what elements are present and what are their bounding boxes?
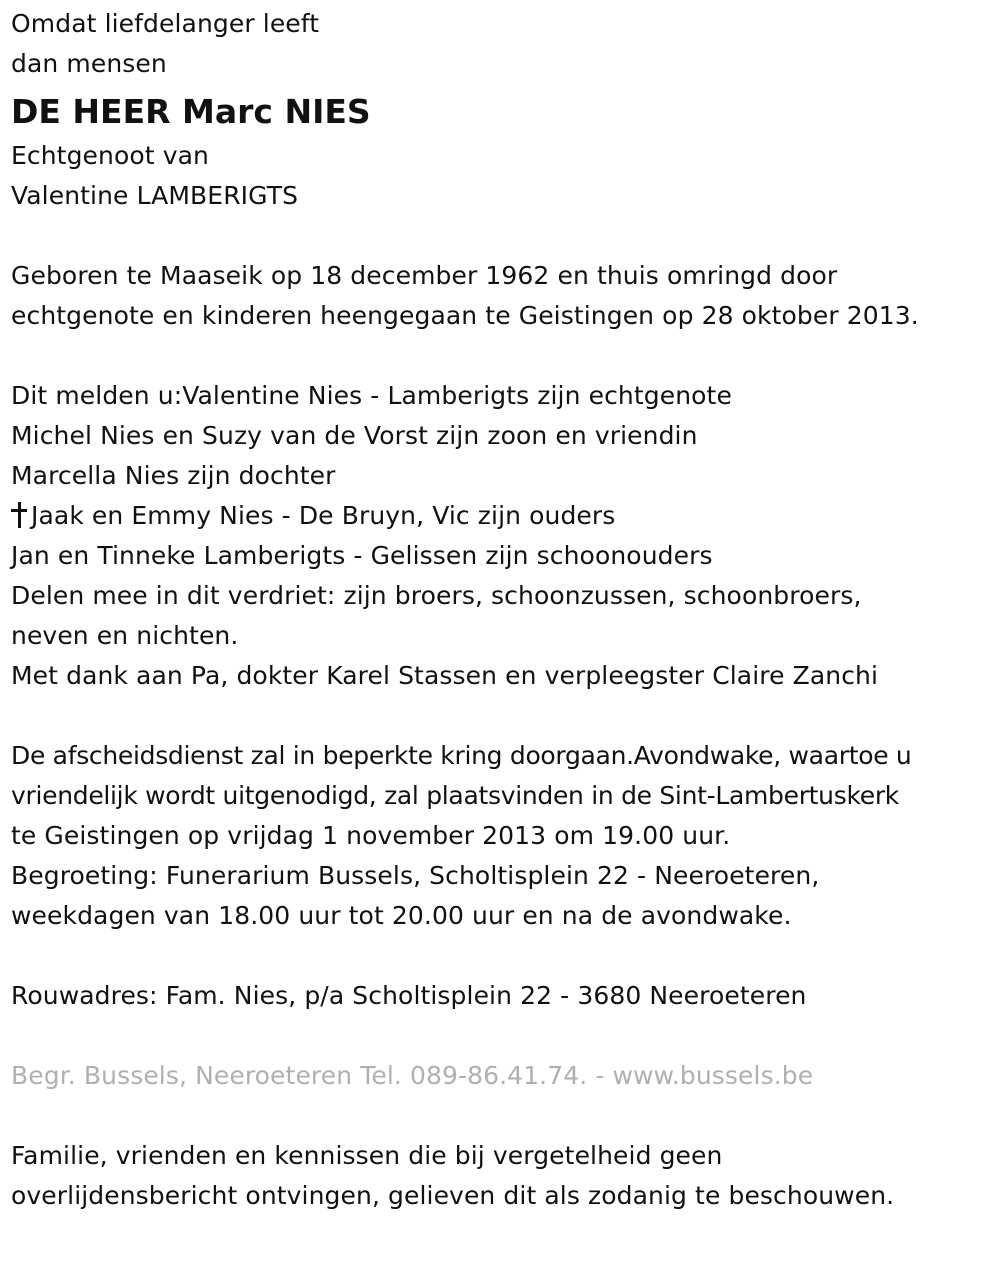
spacer <box>11 696 996 736</box>
service-line-3: te Geistingen op vrijdag 1 november 2013 om 19.00 uur. <box>11 821 731 850</box>
announcers-line-1: Dit melden u:Valentine Nies - Lamberigts zijn echtgenote <box>11 381 732 410</box>
spacer <box>11 216 996 256</box>
intro-line-1: Omdat liefdelanger leeft <box>11 9 320 38</box>
obituary-notice <box>11 4 996 1216</box>
deceased-name: DE HEER Marc NIES <box>11 92 371 131</box>
mourning-address: Rouwadres: Fam. Nies, p/a Scholtisplein 22 - 3680 Neeroeteren <box>11 981 807 1010</box>
spouse-name: Valentine LAMBERIGTS <box>11 181 299 210</box>
notice-line-1: Familie, vrienden en kennissen die bij vergetelheid geen <box>11 1141 723 1170</box>
undertaker-contact: Begr. Bussels, Neeroeteren Tel. 089-86.41.74. - www.bussels.be <box>11 1061 814 1090</box>
announcers-line-5: Jan en Tinneke Lamberigts - Gelissen zijn schoonouders <box>11 541 713 570</box>
announcers-line-2: Michel Nies en Suzy van de Vorst zijn zoon en vriendin <box>11 421 698 450</box>
spacer <box>11 336 996 376</box>
birth-death-line-1: Geboren te Maaseik op 18 december 1962 en thuis omringd door <box>11 261 838 290</box>
announcers-line-7: neven en nichten. <box>11 621 239 650</box>
service-line-2: vriendelijk wordt uitgenodigd, zal plaatsvinden in de Sint-Lambertuskerk <box>11 781 899 810</box>
announcers-line-4-text: Jaak en Emmy Nies - De Bruyn, Vic zijn ouders <box>31 501 616 530</box>
spacer <box>11 1016 996 1056</box>
service-line-1: De afscheidsdienst zal in beperkte kring doorgaan.Avondwake, waartoe u <box>11 741 912 770</box>
birth-death-line-2: echtgenote en kinderen heengegaan te Geistingen op 28 oktober 2013. <box>11 301 919 330</box>
spouse-label: Echtgenoot van <box>11 141 209 170</box>
announcers-line-6: Delen mee in dit verdriet: zijn broers, schoonzussen, schoonbroers, <box>11 581 862 610</box>
notice-line-2: overlijdensbericht ontvingen, gelieven dit als zodanig te beschouwen. <box>11 1181 895 1210</box>
spacer <box>11 1096 996 1136</box>
service-line-4: Begroeting: Funerarium Bussels, Scholtisplein 22 - Neeroeteren, <box>11 861 820 890</box>
announcers-line-3: Marcella Nies zijn dochter <box>11 461 336 490</box>
announcers-line-8: Met dank aan Pa, dokter Karel Stassen en verpleegster Claire Zanchi <box>11 661 879 690</box>
spacer <box>11 936 996 976</box>
intro-line-2: dan mensen <box>11 49 167 78</box>
announcers-line-4 <box>11 496 996 536</box>
cross-icon <box>11 502 27 528</box>
service-line-5: weekdagen van 18.00 uur tot 20.00 uur en na de avondwake. <box>11 901 792 930</box>
